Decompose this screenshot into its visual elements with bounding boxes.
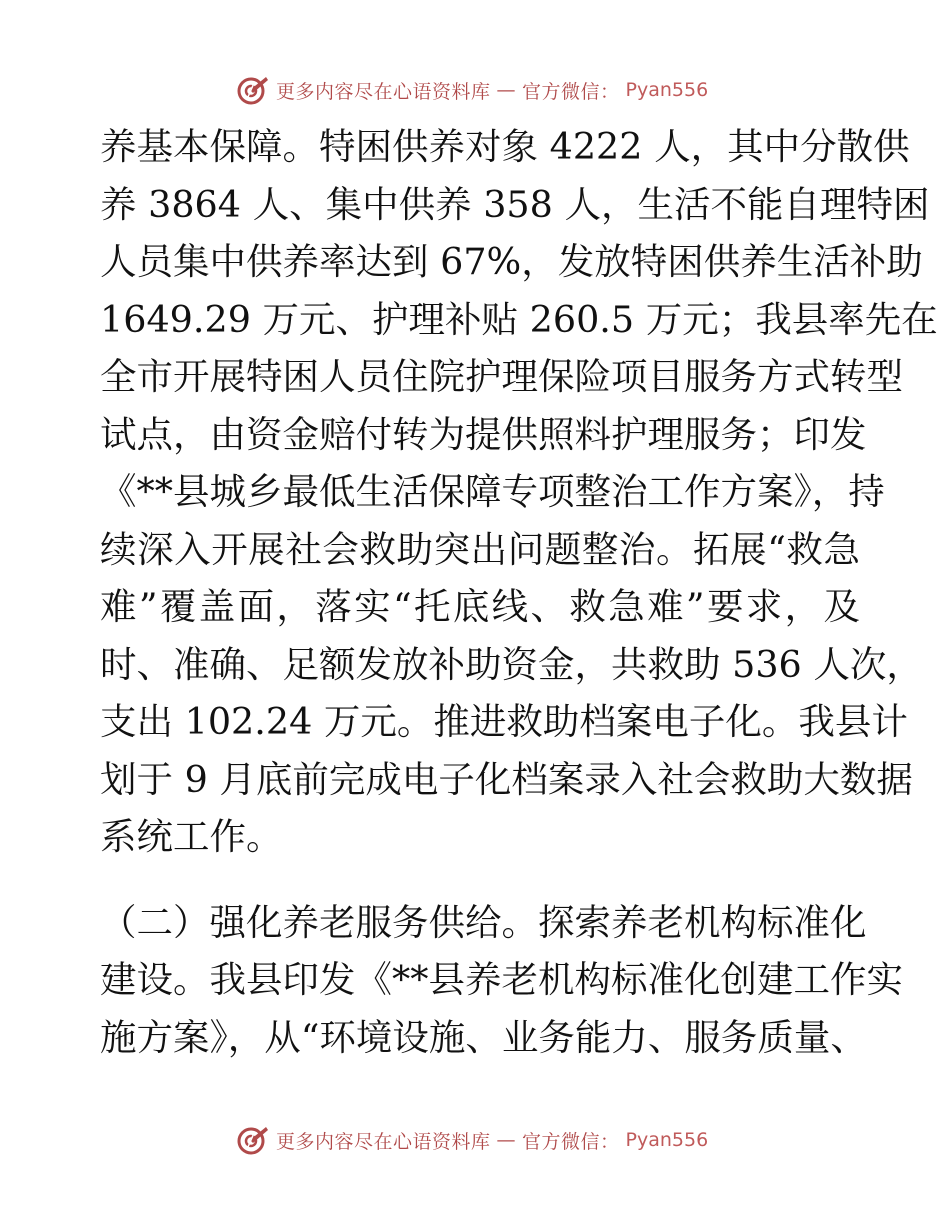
- brand-logo-icon: [236, 73, 270, 107]
- brand-logo-icon: [236, 1123, 270, 1157]
- body-text: [100, 118, 938, 1066]
- watermark-sub: 官方微信：: [522, 80, 620, 103]
- paragraph-gap: [100, 866, 860, 894]
- text-line: 系统工作。: [100, 815, 283, 858]
- text-line: 养基本保障。特困供养对象 4222 人，其中分散供: [100, 125, 910, 168]
- text-line: 试点，由资金赔付转为提供照料护理服务；印发: [100, 412, 867, 456]
- text-line: 人员集中供养率达到 67%，发放特困供养生活补助: [100, 240, 923, 283]
- watermark-text: 更多内容尽在心语资料库: [276, 1130, 491, 1153]
- footer-watermark: [236, 1122, 708, 1158]
- text-line: 时、准确、足额发放补助资金，共救助 536 人次，: [100, 642, 923, 686]
- paragraph-1: [100, 118, 938, 866]
- watermark-dash: —: [496, 79, 517, 101]
- watermark-wechat-id: Pyan556: [625, 1129, 709, 1151]
- text-line: 施方案》，从“环境设施、业务能力、服务质量、: [100, 1015, 867, 1059]
- watermark-wechat-id: Pyan556: [625, 79, 709, 101]
- text-line: 划于 9 月底前完成电子化档案录入社会救助大数据: [100, 757, 913, 801]
- text-line: 《**县城乡最低生活保障专项整治工作方案》，持: [100, 470, 885, 513]
- text-line: 全市开展特困人员住院护理保险项目服务方式转型: [100, 355, 903, 398]
- text-line: 1649.29 万元、护理补贴 260.5 万元；我县率先在: [100, 297, 938, 341]
- text-line: （二）强化养老服务供给。探索养老机构标准化: [100, 900, 867, 944]
- text-line: 难”覆盖面，落实“托底线、救急难”要求，及: [100, 585, 860, 628]
- text-line: 养 3864 人、集中供养 358 人，生活不能自理特困: [100, 182, 930, 226]
- header-watermark: [236, 72, 708, 108]
- watermark-dash: —: [496, 1129, 517, 1151]
- text-line: 续深入开展社会救助突出问题整治。拓展“救急: [100, 527, 860, 571]
- paragraph-2: [100, 894, 903, 1067]
- watermark-text: 更多内容尽在心语资料库: [276, 80, 491, 103]
- text-line: 建设。我县印发《**县养老机构标准化创建工作实: [100, 958, 903, 1001]
- text-line: 支出 102.24 万元。推进救助档案电子化。我县计: [100, 700, 908, 743]
- watermark-sub: 官方微信：: [522, 1130, 620, 1153]
